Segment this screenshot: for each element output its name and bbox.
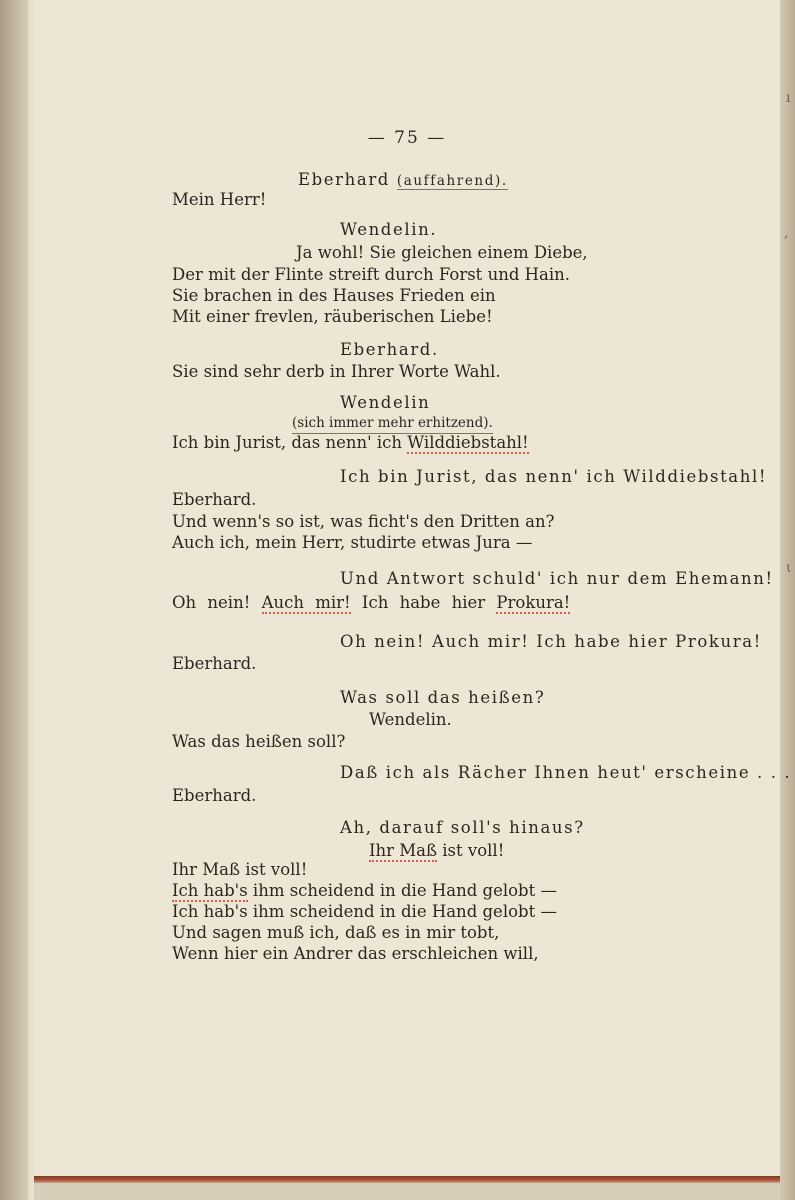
verse-line: Eberhard. [172,490,257,509]
verse-line: Oh nein! Auch mir! Ich habe hier Prokura! [172,593,571,612]
verse-line: Wendelin. [369,710,452,729]
verse-line: Ich hab's ihm scheidend in die Hand gelobt — [172,902,557,921]
verse-line: Was das heißen soll? [172,732,346,751]
verse-line: Sie brachen in des Hauses Frieden ein [172,286,496,305]
verse-line: Ja wohl! Sie gleichen einem Diebe, [296,243,588,262]
speaker-eberhard: Eberhard. [340,340,439,359]
verse-line: Eberhard. [172,786,257,805]
page-number: — 75 — [367,128,447,148]
margin-mark: ı [786,90,791,106]
speaker-eberhard: Eberhard (auffahrend). [298,170,508,189]
margin-mark: , [784,225,789,241]
verse-line: Ihr Maß ist voll! [172,860,308,879]
speaker-wendelin: Wendelin. [340,220,438,239]
speaker-wendelin: Ah, darauf soll's hinaus? [340,818,585,837]
bottom-rule [34,1176,780,1183]
margin-mark: ι [786,560,792,576]
verse-line: Und wenn's so ist, was ficht's den Dritten an? [172,512,555,531]
speaker-wendelin: Und Antwort schuld' ich nur dem Ehemann! [340,569,774,588]
verse-line: Sie sind sehr derb in Ihrer Worte Wahl. [172,362,501,381]
page-sheet [34,0,792,1200]
bottom-strip [34,1183,780,1200]
verse-line: Ich hab's ihm scheidend in die Hand gelobt — [172,881,557,900]
page-edge [780,0,795,1200]
speaker-wendelin: Wendelin [340,393,431,412]
verse-line: Mein Herr! [172,190,267,209]
book-gutter [0,0,28,1200]
verse-line: Mit einer frevlen, räuberischen Liebe! [172,307,493,326]
verse-line: Eberhard. [172,654,257,673]
verse-line: Ihr Maß ist voll! [369,841,505,860]
verse-line: Auch ich, mein Herr, studirte etwas Jura — [172,533,533,552]
speaker-eberhard: Oh nein! Auch mir! Ich habe hier Prokura! [340,632,762,651]
stage-direction: (sich immer mehr erhitzend). [292,413,493,434]
verse-line: Wenn hier ein Andrer das erschleichen will, [172,944,539,963]
speaker-eberhard: Daß ich als Rächer Ihnen heut' erscheine . . . [340,763,792,782]
verse-line: Der mit der Flinte streift durch Forst und Hain. [172,265,570,284]
verse-line: Und sagen muß ich, daß es in mir tobt, [172,923,500,942]
speaker-wendelin: Was soll das heißen? [340,688,546,707]
speaker-eberhard: Ich bin Jurist, das nenn' ich Wilddiebstahl! [340,467,768,486]
verse-line: Ich bin Jurist, das nenn' ich Wilddiebstahl! [172,433,529,452]
